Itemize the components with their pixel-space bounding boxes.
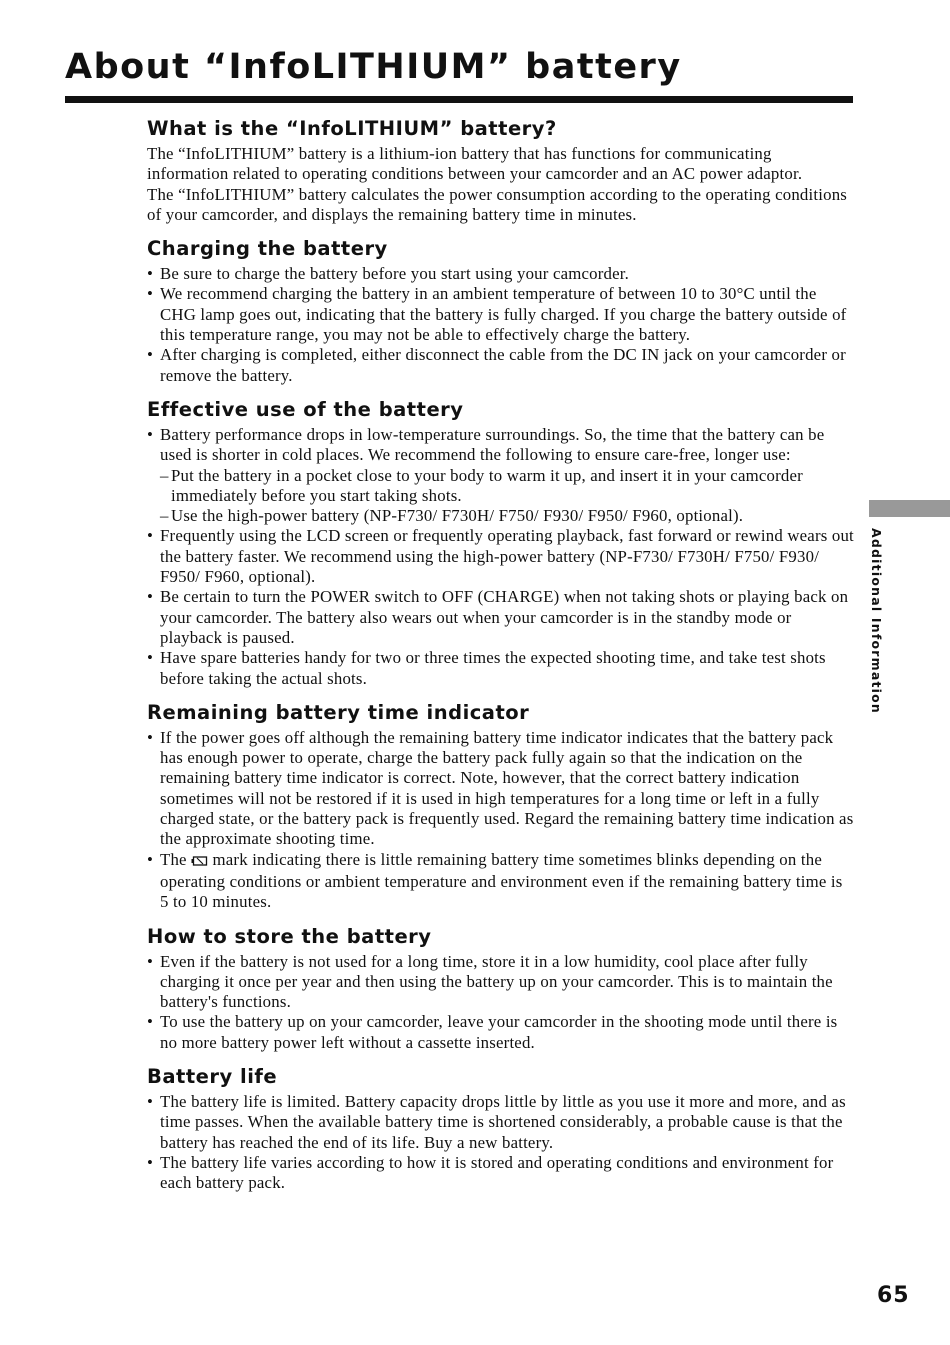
- section-heading: How to store the battery: [147, 924, 432, 948]
- bullet-item: [147, 425, 855, 526]
- bullet-list: [147, 728, 855, 913]
- bullet-item: • Have spare batteries handy for two or three times the expected shooting time, and take test shots before taking the actual shots.: [147, 648, 855, 689]
- low-battery-icon: [191, 852, 208, 872]
- section-heading: Charging the battery: [147, 237, 388, 261]
- paragraph: The “InfoLITHIUM” battery is a lithium-ion battery that has functions for communicating information related to operating conditions between your camcorder and an AC power adaptor.: [147, 144, 803, 184]
- bullet-text-end: mark indicating there is little remaining battery time sometimes blinks depending on the operating conditions or ambient temperature and environment even if the remaining battery time is 5 to 10 minutes.: [160, 849, 843, 912]
- section-heading: Effective use of the battery: [147, 397, 464, 421]
- section-what-is: [147, 114, 855, 225]
- bullet-item: • Be sure to charge the battery before you start using your camcorder.: [147, 264, 855, 284]
- dash-item: – Put the battery in a pocket close to your body to warm it up, and insert it in your camcorder immediately before you start taking shots.: [160, 466, 855, 507]
- section-heading: Battery life: [147, 1064, 278, 1088]
- bullet-item: • The battery life varies according to how it is stored and operating conditions and environment for each battery pack.: [147, 1153, 855, 1194]
- section-charging: [147, 234, 855, 386]
- page-number: 65: [877, 1283, 910, 1308]
- section-remaining: [147, 698, 855, 913]
- page-title: About “InfoLITHIUM” battery: [65, 47, 682, 87]
- bullet-item: • Even if the battery is not used for a long time, store it in a low humidity, cool place after fully charging it once per year and then using the battery up on your camcorder. This is to maintain the battery's functions.: [147, 952, 855, 1013]
- dash-list: [160, 466, 855, 527]
- side-tab-marker: [869, 500, 950, 517]
- bullet-item: • If the power goes off although the remaining battery time indicator indicates that the battery pack has enough power to operate, charge the battery pack fully again so that the indication on the remaining battery time indicator is correct. Note, however, that the correct battery indication sometimes will not be restored if it is used in high temperatures for a long time or left in a fully charged state, or the battery pack is frequently used. Regard the remaining battery time indication as the approximate shooting time.: [147, 728, 855, 850]
- main-content: [147, 114, 855, 1202]
- section-effective-use: [147, 395, 855, 689]
- section-battery-life: [147, 1062, 855, 1193]
- section-heading: Remaining battery time indicator: [147, 700, 530, 724]
- bullet-item: • Frequently using the LCD screen or frequently operating playback, fast forward or rewind wears out the battery faster. We recommend using the high-power battery (NP-F730/ F730H/ F750/ F930/ F950/ F960, optional).: [147, 526, 855, 587]
- section-heading: What is the “InfoLITHIUM” battery?: [147, 117, 557, 140]
- bullet-text: Battery performance drops in low-temperature surroundings. So, the time that the battery can be used is shorter in cold places. We recommend the following to ensure care-free, longer use:: [160, 424, 825, 465]
- bullet-item: • We recommend charging the battery in an ambient temperature of between 10 to 30°C until the CHG lamp goes out, indicating that the battery is fully charged. If you charge the battery outside of this temperature range, you may not be able to effectively charge the battery.: [147, 284, 855, 345]
- dash-item: – Use the high-power battery (NP-F730/ F730H/ F750/ F930/ F950/ F960, optional).: [160, 506, 855, 526]
- section-storage: [147, 922, 855, 1053]
- bullet-item: • The battery life is limited. Battery capacity drops little by little as you use it more and more, and as time passes. When the available battery time is shortened considerably, a probable cause is that the battery has reached the end of its life. Buy a new battery.: [147, 1092, 855, 1153]
- paragraph: The “InfoLITHIUM” battery calculates the power consumption according to the operating conditions of your camcorder, and displays the remaining battery time in minutes.: [147, 184, 848, 224]
- bullet-item: • To use the battery up on your camcorder, leave your camcorder in the shooting mode until there is no more battery power left without a cassette inserted.: [147, 1012, 855, 1053]
- title-rule: [65, 96, 853, 103]
- bullet-list: [147, 1092, 855, 1193]
- bullet-item: • Be certain to turn the POWER switch to OFF (CHARGE) when not taking shots or playing back on your camcorder. The battery also wears out when your camcorder is in the standby mode or playback is paused.: [147, 587, 855, 648]
- bullet-item: • After charging is completed, either disconnect the cable from the DC IN jack on your camcorder or remove the battery.: [147, 345, 855, 386]
- bullet-item: [147, 850, 855, 913]
- bullet-text-start: The: [160, 849, 187, 869]
- bullet-list: [147, 264, 855, 386]
- bullet-list: [147, 425, 855, 689]
- side-tab-label: Additional Information: [869, 528, 884, 715]
- bullet-list: [147, 952, 855, 1053]
